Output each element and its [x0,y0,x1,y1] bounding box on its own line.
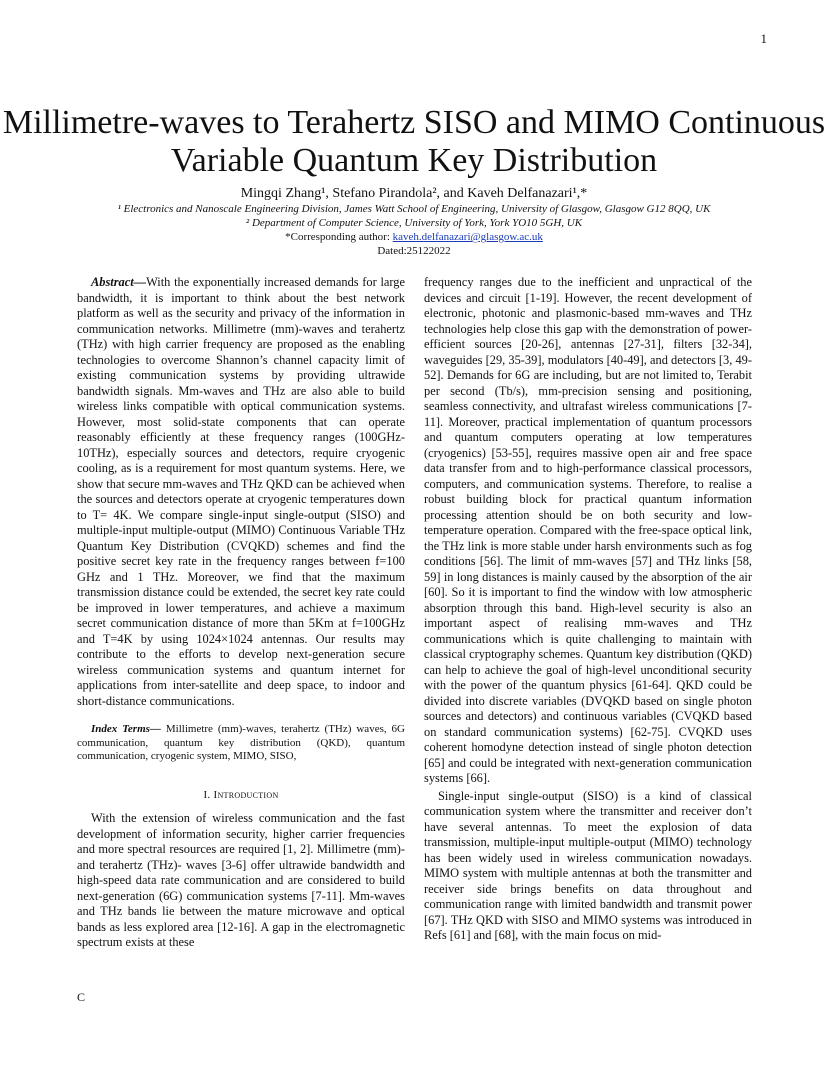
intro-paragraph-siso-mimo: Single-input single-output (SISO) is a kind of classical communication system where the transmitter and receiver don’t have several antennas. To meet the explosion of data transmission, multiple-input multiple-output (MIMO) technology has been widely used in wireless communication nowadays. MIMO system with multiple antennas at both the transmitter and receiver side brings benefits on data throughout and communication range with limited bandwidth and transmit power [67]. THz QKD with SISO and MIMO systems was introduced in Refs [61] and [68], with the main focus on mid- [424,788,752,942]
corresponding-author [0,230,828,244]
section-title: Introduction [213,788,279,801]
intro-paragraph-1: With the extension of wireless communication and the fast development of information security, higher carrier frequencies and more spectral resources are required [1, 2]. Millimetre (mm)- and terahertz (THz)- waves [3-6] offer ultrawide bandwidth and high-speed data rate communication and are considered to build next-generation (6G) communication systems [7-11]. Mm-waves and THz bands lie between the mature microwave and optical bands as less explored area [12-16]. A gap in the electromagnetic spectrum exists at these [77,811,405,949]
left-column [77,275,405,951]
abstract [77,275,405,709]
paper-title: Millimetre-waves to Terahertz SISO and MIMO Continuous Variable Quantum Key Distribution [2,104,826,179]
paper-header [0,104,828,258]
index-terms-label: Index Terms— [91,723,161,735]
corresponding-label: *Corresponding author: [285,231,393,243]
page-number: 1 [760,31,767,46]
index-terms-text: Millimetre (mm)-waves, terahertz (THz) waves, 6G communication, quantum key distribution (QKD), quantum communication, cryogenic system, MIMO, SISO, [77,723,405,762]
footer-mark: C [77,990,86,1004]
section-number: I. [203,788,214,801]
corresponding-email-link[interactable]: kaveh.delfanazari@glasgow.ac.uk [392,231,543,243]
affiliation-1: ¹ Electronics and Nanoscale Engineering Division, James Watt School of Engineering, University of Glasgow, Glasgow G12 8QQ, UK [117,203,711,215]
intro-paragraph-continued: frequency ranges due to the inefficient and unpractical of the devices and circuit [1-19]. However, the recent development of electronic, photonic and plasmonic-based mm-waves and THz technologies help close this gap with the demonstration of power-efficient sources [20-26], antennas [27-31], filters [32-34], waveguides [29, 35-39], modulators [40-49], and detectors [3, 49-52]. Demands for 6G are including, but are not limited to, Terabit per second (Tb/s), mm-precision sensing and positioning, seamless connectivity, and ultrafast wireless communications [7-11]. Moreover, practical implementation of quantum processors and quantum computers operating at low temperatures (cryogenics) [53-55], requires massive open air and free space data transfer from and to high-performance classical processors, computers, and communication systems. Therefore, to realise a robust building block for practical quantum information processing attention should be on both security and low-temperature operation. Compared with the free-space optical link, the THz link is more stable under harsh environments such as fog conditions [56]. The limit of mm-waves [57] and THz links [58, 59] in long distances is mainly caused by the absorption of the air [60]. So it is important to find the window with low atmospheric absorption through this band. High-level security is also an important aspect of realising mm-waves and THz communications which is quite challenging to maintain with classical cryptography schemes. Quantum key distribution (QKD) can help to achieve the goal of high-level unconditional security with the power of the quantum physics [61-64]. QKD could be divided into discrete variables (DVQKD based on single photon sources and detectors) and continuous variables (CVQKD based on standard communication systems) [62-75]. CVQKD uses coherent homodyne detection instead of single photon detection [65] and could be integrated with next-generation communication systems [66]. [424,275,752,785]
abstract-text: With the exponentially increased demands for large bandwidth, it is important to think about the best network platform as well as the security and privacy of the information in communication networks. Millimetre (mm)-waves and terahertz (THz) with high carrier frequency are proposed as the enabling technologies to overcome Shannon’s channel capacity limit of existing communication systems by providing ultrawide bandwidth signals. Mm-waves and THz are also able to build wireless links compatible with optical communication systems. However, most solid-state components that can operate reasonably efficiently at these frequency ranges (100GHz-10THz), especially sources and detectors, require cryogenic cooling, as is a requirement for most quantum systems. Here, we show that secure mm-waves and THz QKD can be achieved when the sources and detectors operate at cryogenic temperatures down to T= 4K. We compare single-input single-output (SISO) and multiple-input multiple-output (MIMO) Continuous Variable THz Quantum Key Distribution (CVQKD) schemes and find the positive secret key rate in the frequency ranges between f=100 GHz and 1 THz. Moreover, we find that the maximum transmission distance could be extended, the secret key rate could be improved in lower temperatures, and achieve a maximum secret communication distance of more than 5Km at f=100GHz and T=4K by using 1024×1024 antennas. Our results may contribute to the efforts to develop next-generation secure wireless communication systems and quantum internet for applications from inter-satellite and deep space, to indoor and short-distance communications. [77,275,406,708]
right-column [424,275,752,944]
abstract-label: Abstract— [91,275,147,289]
section-heading-introduction [77,788,405,804]
date-line: Dated:25122022 [377,245,451,257]
affiliation-2: ² Department of Computer Science, University of York, York YO10 5GH, UK [245,217,583,229]
author-list: Mingqi Zhang¹, Stefano Pirandola², and Kaveh Delfanazari¹,* [240,186,588,201]
index-terms [77,723,405,764]
